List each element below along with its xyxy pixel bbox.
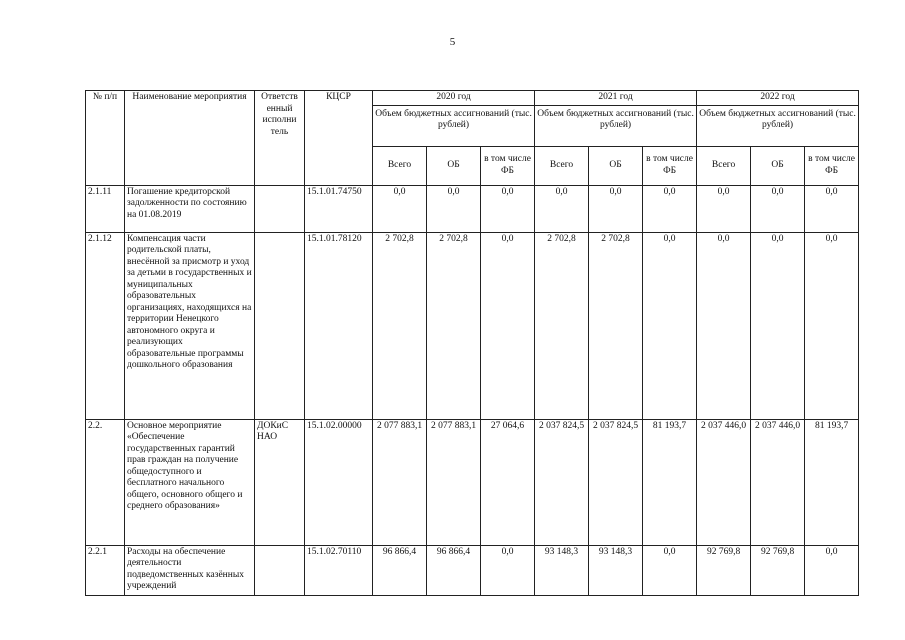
cell-responsible: [255, 185, 305, 232]
cell-num: 2.1.11: [86, 185, 125, 232]
cell-name: Основное мероприятие «Обеспечение государственных гарантий прав граждан на получение общедоступного и бесплатного начального общего, основного общего и среднего образования»: [125, 419, 255, 545]
cell-value: 0,0: [805, 232, 859, 419]
cell-value: 0,0: [643, 545, 697, 595]
cell-value: 2 037 824,5: [535, 419, 589, 545]
header-total-2020: Всего: [373, 146, 427, 185]
page-number: 5: [449, 36, 456, 48]
header-ob-2020: ОБ: [427, 146, 481, 185]
cell-num: 2.1.12: [86, 232, 125, 419]
cell-value: 0,0: [751, 185, 805, 232]
header-name: Наименование мероприятия: [125, 91, 255, 186]
header-row-years: [86, 91, 859, 106]
cell-value: 81 193,7: [643, 419, 697, 545]
cell-value: 92 769,8: [697, 545, 751, 595]
cell-value: 2 037 446,0: [697, 419, 751, 545]
cell-value: 0,0: [751, 232, 805, 419]
cell-value: 0,0: [481, 185, 535, 232]
header-fb-2022: в том числе ФБ: [805, 146, 859, 185]
cell-value: 2 702,8: [535, 232, 589, 419]
cell-name: Расходы на обеспечение деятельности подведомственных казённых учреждений: [125, 545, 255, 595]
table-row: [86, 419, 859, 545]
header-year-2022: 2022 год: [697, 91, 859, 106]
header-year-2021: 2021 год: [535, 91, 697, 106]
table-row: [86, 185, 859, 232]
cell-value: 0,0: [535, 185, 589, 232]
cell-value: 0,0: [805, 545, 859, 595]
cell-value: 81 193,7: [805, 419, 859, 545]
cell-responsible: [255, 545, 305, 595]
cell-value: 0,0: [589, 185, 643, 232]
header-ob-2021: ОБ: [589, 146, 643, 185]
header-fb-2020: в том числе ФБ: [481, 146, 535, 185]
cell-value: 0,0: [643, 232, 697, 419]
cell-value: 0,0: [697, 185, 751, 232]
table-row: [86, 232, 859, 419]
cell-kcsr: 15.1.01.74750: [305, 185, 373, 232]
header-responsible: Ответств енный исполни тель: [255, 91, 305, 186]
cell-value: 2 037 446,0: [751, 419, 805, 545]
header-fb-2021: в том числе ФБ: [643, 146, 697, 185]
cell-kcsr: 15.1.01.78120: [305, 232, 373, 419]
header-total-2021: Всего: [535, 146, 589, 185]
header-volume-2021: Объем бюджетных ассигнований (тыс. рублей): [535, 105, 697, 146]
cell-value: 96 866,4: [427, 545, 481, 595]
cell-kcsr: 15.1.02.70110: [305, 545, 373, 595]
table-row: [86, 545, 859, 595]
cell-value: 0,0: [805, 185, 859, 232]
cell-value: 0,0: [481, 232, 535, 419]
cell-value: 27 064,6: [481, 419, 535, 545]
header-volume-2022: Объем бюджетных ассигнований (тыс. рублей): [697, 105, 859, 146]
header-volume-2020: Объем бюджетных ассигнований (тыс. рублей): [373, 105, 535, 146]
header-num: № п/п: [86, 91, 125, 186]
cell-value: 2 702,8: [373, 232, 427, 419]
header-ob-2022: ОБ: [751, 146, 805, 185]
cell-value: 0,0: [373, 185, 427, 232]
cell-value: 96 866,4: [373, 545, 427, 595]
cell-value: 0,0: [697, 232, 751, 419]
header-kcsr: КЦСР: [305, 91, 373, 186]
cell-value: 0,0: [427, 185, 481, 232]
cell-num: 2.2.1: [86, 545, 125, 595]
header-year-2020: 2020 год: [373, 91, 535, 106]
cell-value: 93 148,3: [589, 545, 643, 595]
cell-value: 2 077 883,1: [427, 419, 481, 545]
cell-responsible: [255, 232, 305, 419]
cell-responsible: ДОКиС НАО: [255, 419, 305, 545]
cell-name: Погашение кредиторской задолженности по состоянию на 01.08.2019: [125, 185, 255, 232]
budget-table: [85, 90, 859, 596]
cell-value: 2 037 824,5: [589, 419, 643, 545]
cell-value: 92 769,8: [751, 545, 805, 595]
cell-value: 0,0: [643, 185, 697, 232]
cell-value: 0,0: [481, 545, 535, 595]
cell-value: 2 702,8: [589, 232, 643, 419]
cell-value: 2 702,8: [427, 232, 481, 419]
cell-kcsr: 15.1.02.00000: [305, 419, 373, 545]
cell-num: 2.2.: [86, 419, 125, 545]
cell-name: Компенсация части родительской платы, внесённой за присмотр и уход за детьми в государственных и муниципальных образовательных организациях, находящихся на территории Ненецкого автономного округа и реализующих образовательные программы дошкольного образования: [125, 232, 255, 419]
header-total-2022: Всего: [697, 146, 751, 185]
cell-value: 93 148,3: [535, 545, 589, 595]
cell-value: 2 077 883,1: [373, 419, 427, 545]
